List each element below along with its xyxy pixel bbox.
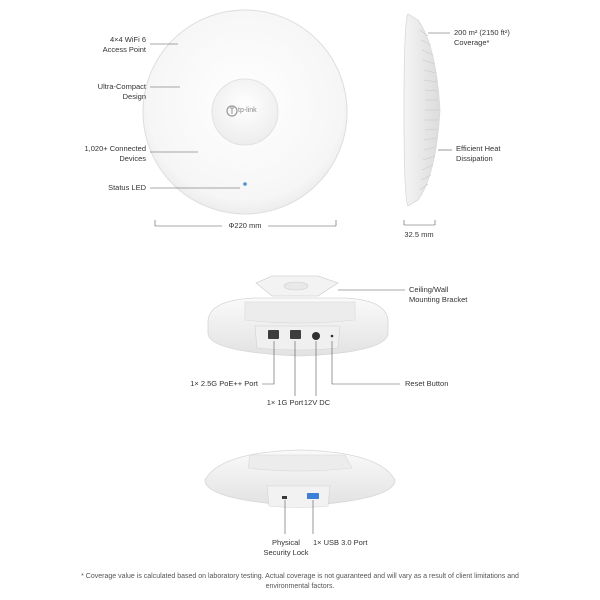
- status-led-icon: [243, 182, 247, 186]
- dc-power-label: 12V DC: [303, 398, 331, 407]
- back-view-access-point: [208, 298, 388, 356]
- connected-devices-label: 1,020+ Connected Devices: [84, 144, 146, 163]
- usb-port-label: 1× USB 3.0 Port: [313, 538, 368, 547]
- poe-port-label: 1× 2.5G PoE++ Port: [190, 379, 258, 388]
- reset-button-label: Reset Button: [405, 379, 449, 388]
- wifi-label: 4×4 WiFi 6 Access Point: [102, 35, 146, 54]
- coverage-label: 200 m² (2150 ft²) Coverage*: [454, 28, 510, 47]
- coverage-footnote: * Coverage value is calculated based on laboratory testing. Actual coverage is not guaranteed and will vary as a result of client limitations and environmental factors.: [81, 573, 519, 590]
- mounting-bracket-label: Ceiling/Wall Mounting Bracket: [409, 285, 468, 304]
- usb-port-icon: [307, 493, 319, 499]
- side-view-access-point: [404, 14, 440, 206]
- heat-dissipation-label: Efficient Heat Dissipation: [456, 144, 501, 163]
- thickness-label: 32.5 mm: [404, 230, 434, 239]
- ethernet-port-icon: [290, 330, 301, 339]
- mounting-bracket: [256, 276, 338, 296]
- dc-jack-icon: [312, 332, 320, 340]
- brand-logo-text: tp-link: [238, 107, 257, 114]
- status-led-label: Status LED: [108, 183, 146, 192]
- poe-port-icon: [268, 330, 279, 339]
- bottom-view-access-point: [205, 450, 395, 508]
- security-lock-label: Physical Security Lock: [263, 538, 309, 557]
- diameter-label: Φ220 mm: [228, 221, 262, 230]
- gigabit-port-label: 1× 1G Port: [266, 398, 304, 407]
- security-lock-icon: [282, 496, 287, 499]
- compact-design-label: Ultra-Compact Design: [97, 82, 146, 101]
- reset-button-icon: [331, 335, 334, 338]
